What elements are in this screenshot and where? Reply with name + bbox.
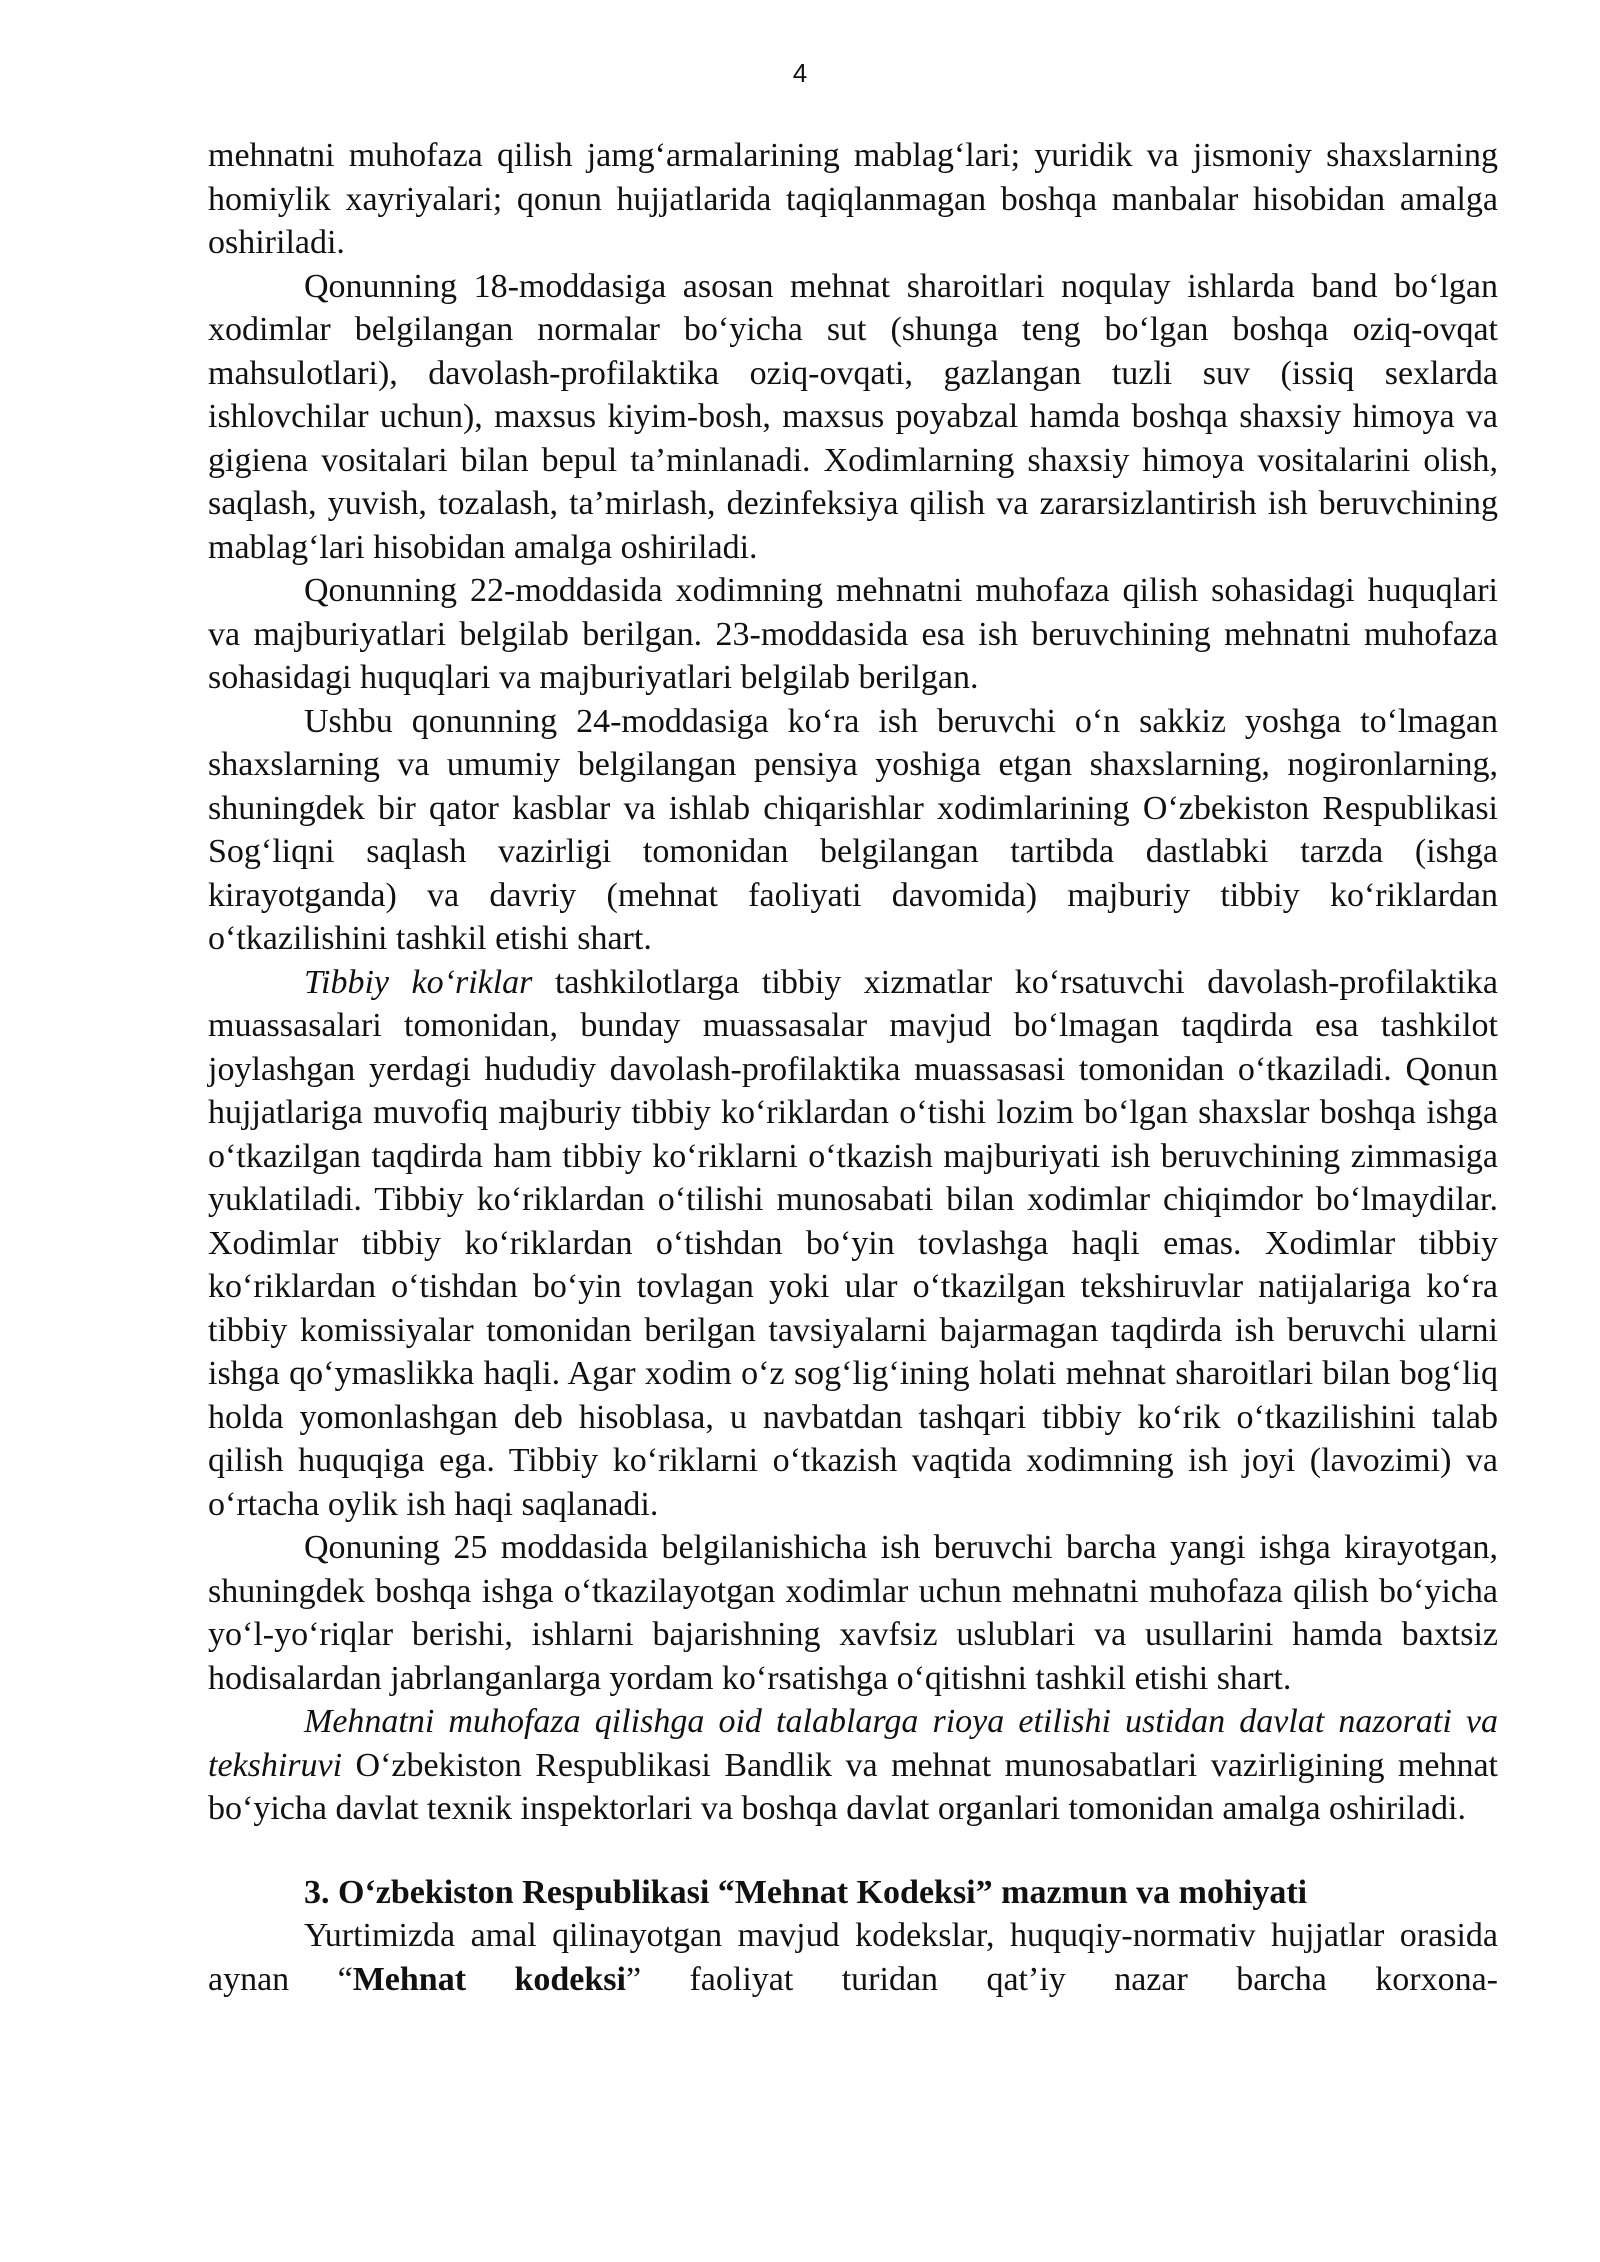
paragraph: Qonunning 18-moddasiga asosan mehnat sharoitlari noqulay ishlarda band bo‘lgan xodimlar belgilangan normalar bo‘yicha sut (shunga teng bo‘lgan boshqa oziq-ovqat mahsulotlari), davolash-profilaktika oziq-ovqati, gazlangan tuzli suv (issiq sexlarda ishlovchilar uchun), maxsus kiyim-bosh, maxsus poyabzal hamda boshqa shaxsiy himoya va gigiena vositalari bilan bepul ta’minlanadi. Xodimlarning shaxsiy himoya vositalarini olish, saqlash, yuvish, tozalash, ta’mirlash, dezinfeksiya qilish va zararsizlantirish ish beruvchining mablag‘lari hisobidan amalga oshiriladi. <box>208 267 1498 566</box>
paragraph: Qonuning 25 moddasida belgilanishicha ish beruvchi barcha yangi ishga kirayotgan, shuningdek boshqa ishga o‘tkazilayotgan xodimlar uchun mehnatni muhofaza qilish bo‘yicha yo‘l-yo‘riqlar berishi, ishlarni bajarishning xavfsiz uslublari va usullarini hamda baxtsiz hodisalardan jabrlanganlarga yordam ko‘rsatishga o‘qitishni tashkil etishi shart. <box>208 1529 1498 1697</box>
page-number: 4 <box>792 58 808 88</box>
document-body <box>208 134 1498 2001</box>
paragraph: mehnatni muhofaza qilish jamg‘armalarining mablag‘lari; yuridik va jismoniy shaxslarning homiylik xayriyalari; qonun hujjatlarida taqiqlanmagan boshqa manbalar hisobidan amalga oshiriladi. <box>208 137 1498 261</box>
bold-term: Mehnat kodeksi <box>352 1960 626 1998</box>
paragraph-text: Yurtimizda amal qilinayotgan mavjud kodekslar, huquqiy-normativ hujjatlar orasida aynan “ <box>208 1917 1498 1998</box>
paragraph <box>208 1700 1498 1831</box>
italic-term: Mehnatni muhofaza qilishga oid talablarga rioya etilishi ustidan davlat nazorati va tekshiruvi <box>208 1703 1498 1784</box>
paragraph-text: tashkilotlarga tibbiy xizmatlar ko‘rsatuvchi davolash-profilaktika muassasalari tomonidan, bunday muassasalar mavjud bo‘lmagan taqdirda esa tashkilot joylashgan yerdagi hududiy davolash-profilaktika muassasasi tomonidan o‘tkaziladi. Qonun hujjatlariga muvofiq majburiy tibbiy ko‘riklardan o‘tishi lozim bo‘lgan shaxslar boshqa ishga o‘tkazilgan taqdirda ham tibbiy ko‘riklarni o‘tkazish majburiyati ish beruvchining zimmasiga yuklatiladi. Tibbiy ko‘riklardan o‘tilishi munosabati bilan xodimlar chiqimdor bo‘lmaydilar. Xodimlar tibbiy ko‘riklardan o‘tishdan bo‘yin tovlashga haqli emas. Xodimlar tibbiy ko‘riklardan o‘tishdan bo‘yin tovlagan yoki ular o‘tkazilgan tekshiruvlar natijalariga ko‘ra tibbiy komissiyalar tomonidan berilgan tavsiyalarni bajarmagan taqdirda ish beruvchi ularni ishga qo‘ymaslikka haqli. Agar xodim o‘z sog‘lig‘ining holati mehnat sharoitlari bilan bog‘liq holda yomonlashgan deb hisoblasa, u navbatdan tashqari tibbiy ko‘rik o‘tkazilishini talab qilish huquqiga ega. Tibbiy ko‘riklarni o‘tkazish vaqtida xodimning ish joyi (lavozimi) va o‘rtacha oylik ish haqi saqlanadi. <box>208 963 1498 1523</box>
paragraph-text: ” faoliyat turidan qat’iy nazar barcha korxona- <box>625 1960 1498 1998</box>
paragraph <box>208 961 1498 1527</box>
paragraph-text: O‘zbekiston Respublikasi Bandlik va mehnat munosabatlari vazirligining mehnat bo‘yicha davlat texnik inspektorlari va boshqa davlat organlari tomonidan amalga oshiriladi. <box>208 1746 1498 1827</box>
paragraph: Qonunning 22-moddasida xodimning mehnatni muhofaza qilish sohasidagi huquqlari va majburiyatlari belgilab berilgan. 23-moddasida esa ish beruvchining mehnatni muhofaza sohasidagi huquqlari va majburiyatlari belgilab berilgan. <box>208 572 1498 696</box>
section-heading: 3. O‘zbekiston Respublikasi “Mehnat Kodeksi” mazmun va mohiyati <box>304 1873 1308 1911</box>
italic-term: Tibbiy ko‘riklar <box>304 963 533 1001</box>
paragraph <box>208 1914 1498 2001</box>
paragraph: Ushbu qonunning 24-moddasiga ko‘ra ish beruvchi o‘n sakkiz yoshga to‘lmagan shaxslarning va umumiy belgilangan pensiya yoshiga etgan shaxslarning, nogironlarning, shuningdek bir qator kasblar va ishlab chiqarishlar xodimlarining O‘zbekiston Respublikasi Sog‘liqni saqlash vazirligi tomonidan belgilangan tartibda dastlabki tarzda (ishga kirayotganda) va davriy (mehnat faoliyati davomida) majburiy tibbiy ko‘riklardan o‘tkazilishini tashkil etishi shart. <box>208 702 1498 957</box>
